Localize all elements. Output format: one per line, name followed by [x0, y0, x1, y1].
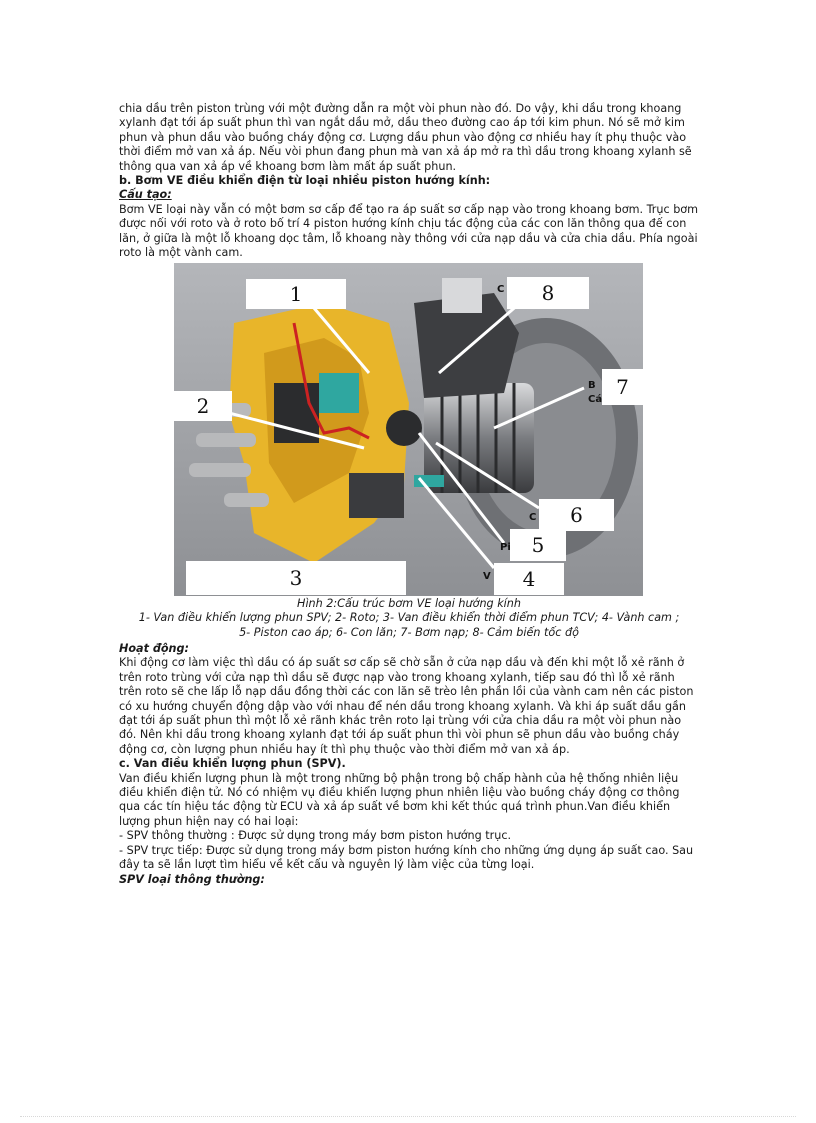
hoat-dong-paragraph: Khi động cơ làm việc thì dầu có áp suất sơ cấp sẽ chờ sẵn ở cửa nạp dầu và đến khi một lỗ xẻ rãnh ở trên roto trùng với cửa nạp thì dầu sẽ được nạp vào trong khoang xylanh, tiếp sau đó thì lỗ xẻ rãnh trên roto sẽ che lấp lỗ nạp dầu đồng thời các con lăn sẽ trèo lên phần lồi của vành cam nên các piston có xu hướng chuyển động dập vào với nhau để nén dầu trong khoang xylanh. Và khi áp suất dầu gần đạt tới áp suất phun thì một lỗ xẻ rãnh khác trên roto lại trùng với cửa chia dầu ra một vòi phun nào đó. Nên khi dầu trong khoang xylanh đạt tới áp suất phun thì vòi phun sẽ phun dầu vào buồng cháy động cơ, còn lượng phun nhiều hay ít thì phụ thuộc vào thời điểm mở van xả áp. — [119, 656, 694, 756]
section-c-heading: c. Van điều khiển lượng phun (SPV). — [119, 757, 346, 771]
caption-line-1: Hình 2:Cấu trúc bơm VE loại hướng kính — [297, 597, 521, 610]
section-b-heading: b. Bơm VE điều khiển điện từ loại nhiều piston hướng kính: — [119, 174, 491, 188]
footer-divider — [20, 1116, 796, 1117]
fragment-c-low: C — [529, 512, 537, 523]
cau-tao-heading: Cấu tạo: — [119, 188, 172, 202]
caption-line-2: 1- Van điều khiển lượng phun SPV; 2- Roto; 3- Van điều khiển thời điểm phun TCV; 4- Vành cam ; — [138, 611, 680, 625]
figure-label-8: 8 — [507, 277, 589, 309]
hoat-dong-heading: Hoạt động: — [119, 642, 189, 655]
pump-illustration — [174, 263, 643, 596]
figure-label-1: 1 — [246, 279, 346, 309]
roller — [386, 410, 422, 446]
figure-label-4: 4 — [494, 563, 564, 595]
fragment-c-top: C — [497, 284, 505, 295]
pump-cutaway-figure — [174, 263, 643, 596]
figure-label-5: 5 — [510, 529, 566, 561]
figure-caption — [119, 597, 699, 640]
text-block-bottom — [119, 642, 699, 887]
bullet-2: - SPV trực tiếp: Được sử dụng trong máy bơm piston hướng kính cho những ứng dụng áp suất cao. Sau đây ta sẽ lần lượt tìm hiểu về kết cấu và nguyên lý làm việc của từng loại. — [119, 843, 694, 872]
figure-label-6: 6 — [539, 499, 614, 531]
caption-line-3: 5- Piston cao áp; 6- Con lăn; 7- Bơm nạp; 8- Cảm biến tốc độ — [239, 625, 579, 639]
sensor-connector — [442, 278, 482, 313]
fragment-b: B — [588, 380, 596, 391]
figure-label-7: 7 — [602, 369, 643, 405]
bullet-1: - SPV thông thường : Được sử dụng trong máy bơm piston hướng trục. — [119, 829, 512, 843]
fragment-pi: Pi — [500, 542, 511, 553]
figure-label-2: 2 — [174, 391, 232, 421]
text-block-top — [119, 102, 699, 260]
spv-heading: SPV loại thông thường: — [119, 872, 265, 886]
section-c-paragraph: Van điều khiển lượng phun là một trong những bộ phận trong bộ chấp hành của hệ thống nhiên liệu điều khiển điện tử. Nó có nhiệm vụ điều khiển lượng phun nhiên liệu vào buồng cháy động cơ thông qua các tín hiệu tác động từ ECU và xả áp suất về bơm khi kết thúc quá trình phun.Van điều khiển lượng phun hiện nay có hai loại: — [119, 771, 680, 828]
tcv-valve — [349, 473, 404, 518]
fragment-v: V — [483, 571, 491, 582]
figure-label-3: 3 — [186, 561, 406, 595]
cyan-passage-1 — [319, 373, 359, 413]
cyan-passage-2 — [414, 475, 444, 487]
fragment-ca: Cá — [588, 394, 603, 405]
cau-tao-paragraph: Bơm VE loại này vẫn có một bơm sơ cấp để tạo ra áp suất sơ cấp nạp vào trong khoang bơm. Trục bơm được nối với roto và ở roto bố trí 4 piston hướng kính chịu tác động của các con lăn thông qua đế con lăn, ở giữa là một lỗ khoang dọc tâm, lỗ khoang này thông với cửa nạp dầu và cửa chia dầu. Phía ngoài roto là một vành cam. — [119, 202, 699, 260]
intro-paragraph: chia dầu trên piston trùng với một đường dẫn ra một vòi phun nào đó. Do vậy, khi dầu trong khoang xylanh đạt tới áp suất phun thì van ngắt dầu mở, dầu theo đường cao áp tới kim phun. Nó sẽ mở kim phun và phun dầu vào buồng cháy động cơ. Lượng dầu phun vào động cơ nhiều hay ít phụ thuộc vào thời điểm mở van xả áp. Nếu vòi phun đang phun mà van xả áp mở ra thì dầu trong khoang xylanh sẽ thông qua van xả áp về khoang bơm làm mất áp suất phun. — [119, 102, 692, 173]
